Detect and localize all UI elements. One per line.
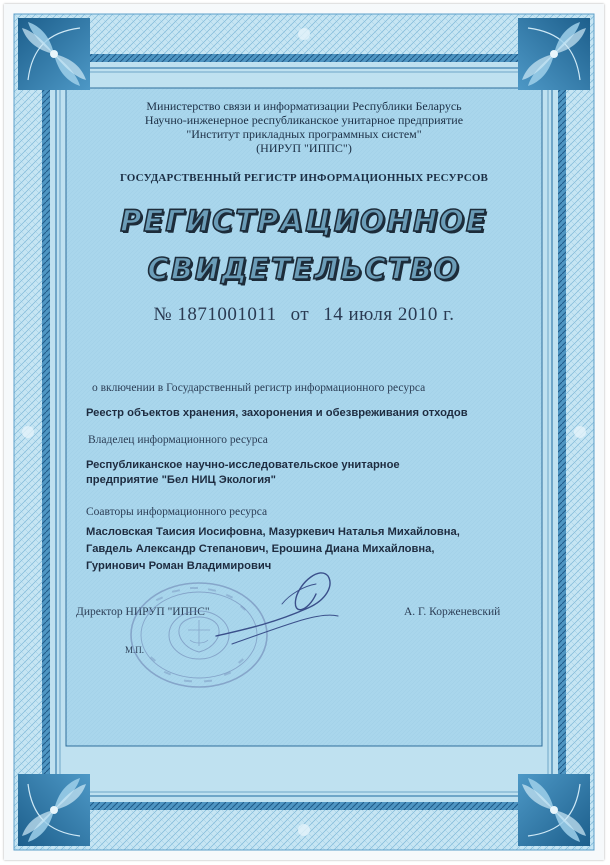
date-prefix: от	[290, 304, 310, 325]
coauthors-label: Соавторы информационного ресурса	[86, 506, 268, 518]
owner-name-line-1: Республиканское научно-исследовательское унитарное	[86, 459, 400, 471]
owner-name-line-2: предприятие "Бел НИЦ Экология"	[86, 474, 276, 486]
inclusion-label: о включении в Государственный регистр информационного ресурса	[92, 382, 426, 394]
director-position: Директор НИРУП "ИППС"	[76, 606, 210, 618]
director-name: А. Г. Корженевский	[404, 606, 501, 618]
title-line-1: РЕГИСТРАЦИОННОЕ	[120, 204, 488, 238]
resource-name: Реестр объектов хранения, захоронения и обезвреживания отходов	[86, 407, 468, 419]
title-line-2: СВИДЕТЕЛЬСТВО	[147, 252, 461, 286]
certificate-number: № 1871001011	[153, 304, 277, 325]
director-signature	[212, 564, 342, 654]
coauthors-line-2: Гавдель Александр Степанович, Ерошина Диана Михайловна,	[86, 543, 435, 555]
ministry-line: Министерство связи и информатизации Республики Беларусь	[146, 99, 462, 113]
coauthors-line-1: Масловская Таисия Иосифовна, Мазуркевич Наталья Михайловна,	[86, 526, 460, 538]
institute-line: "Институт прикладных программных систем"	[186, 127, 422, 141]
certificate	[4, 4, 604, 860]
register-title: ГОСУДАРСТВЕННЫЙ РЕГИСТР ИНФОРМАЦИОННЫХ РЕСУРСОВ	[119, 172, 489, 184]
certificate-number-row	[70, 304, 538, 326]
owner-label: Владелец информационного ресурса	[88, 434, 268, 446]
institute-abbrev: (НИРУП "ИППС")	[256, 141, 352, 155]
certificate-date: 14 июля 2010 г.	[323, 304, 455, 325]
enterprise-line: Научно-инженерное республиканское унитарное предприятие	[144, 113, 464, 127]
stamp-place-label: М.П.	[125, 645, 145, 655]
coauthors-line-3: Гуринович Роман Владимирович	[86, 560, 272, 572]
